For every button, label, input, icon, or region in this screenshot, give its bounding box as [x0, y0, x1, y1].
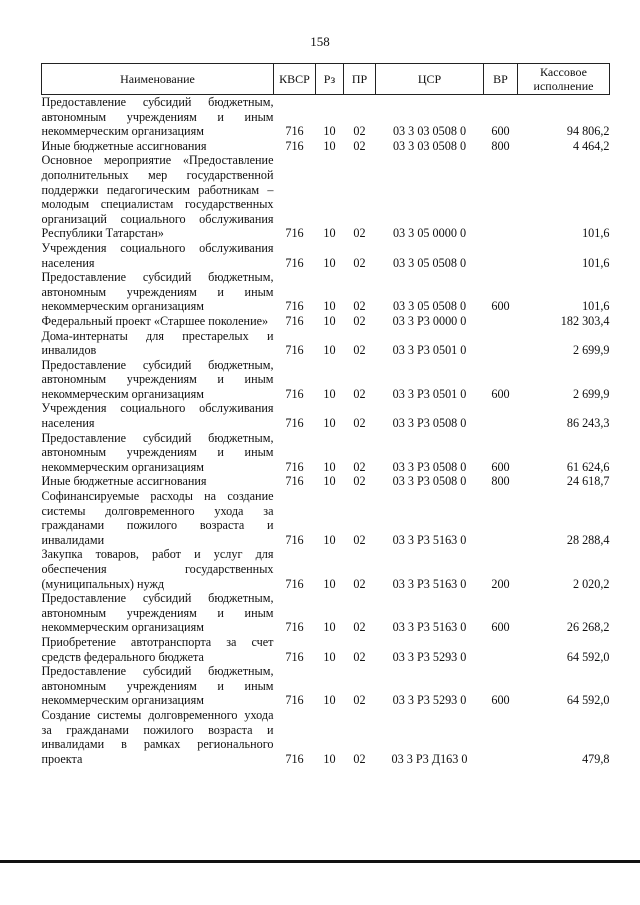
table-row [42, 664, 610, 708]
table-row [42, 241, 610, 270]
cell-pr: 02 [353, 226, 366, 241]
cell-vr [484, 489, 518, 547]
cell-vr [484, 241, 518, 270]
cell-rz: 10 [323, 386, 336, 401]
cell-pr: 02 [353, 313, 366, 328]
cell-execution: 64 592,0 [566, 649, 610, 664]
cell-name: Учреждения социального обслуживания населения [41, 401, 274, 431]
cell-vr [484, 153, 518, 241]
table-row [42, 95, 610, 139]
cell-execution: 61 624,6 [566, 459, 610, 474]
cell-pr: 02 [353, 138, 366, 153]
cell-name: Основное мероприятие «Предоставление дополнительных мер государственной поддержки педагогическим работникам – молодым специалистам государственных организаций социального обслуживания Республики Татарстан» [41, 153, 274, 241]
cell-execution: 182 303,4 [560, 313, 610, 328]
cell-csr: 03 3 Р3 0508 0 [392, 416, 467, 431]
cell-rz: 10 [323, 693, 336, 708]
cell-pr: 02 [353, 459, 366, 474]
cell-rz: 10 [323, 343, 336, 358]
cell-pr: 02 [353, 693, 366, 708]
cell-rz: 10 [323, 124, 336, 139]
cell-execution: 24 618,7 [566, 474, 610, 489]
cell-csr: 03 3 Р3 Д163 0 [391, 751, 468, 766]
cell-name: Иные бюджетные ассигнования [41, 474, 207, 489]
cell-pr: 02 [353, 620, 366, 635]
cell-rz: 10 [323, 299, 336, 314]
cell-vr: 600 [491, 693, 510, 708]
cell-kvsr: 716 [285, 124, 304, 139]
cell-rz: 10 [323, 576, 336, 591]
cell-vr: 600 [491, 299, 510, 314]
cell-rz: 10 [323, 751, 336, 766]
cell-csr: 03 3 Р3 0508 0 [392, 459, 467, 474]
cell-pr: 02 [353, 255, 366, 270]
cell-rz: 10 [323, 649, 336, 664]
cell-execution: 86 243,3 [566, 416, 610, 431]
cell-vr [484, 329, 518, 358]
cell-rz: 10 [323, 459, 336, 474]
cell-kvsr: 716 [285, 459, 304, 474]
cell-kvsr: 716 [285, 620, 304, 635]
cell-kvsr: 716 [285, 649, 304, 664]
cell-name: Софинансируемые расходы на создание системы долговременного ухода за гражданами пожилого возраста и инвалидами [41, 489, 274, 547]
cell-execution: 2 699,9 [572, 386, 610, 401]
table-row [42, 591, 610, 635]
cell-kvsr: 716 [285, 343, 304, 358]
cell-execution: 101,6 [582, 255, 610, 270]
cell-csr: 03 3 Р3 0000 0 [392, 313, 467, 328]
cell-csr: 03 3 Р3 5293 0 [392, 649, 467, 664]
cell-csr: 03 3 Р3 5163 0 [392, 532, 467, 547]
cell-execution: 28 288,4 [566, 532, 610, 547]
cell-kvsr: 716 [285, 751, 304, 766]
table-body [42, 95, 610, 767]
table-row [42, 708, 610, 766]
cell-name: Предоставление субсидий бюджетным, автономным учреждениям и иным некоммерческим организациям [41, 430, 274, 474]
cell-vr: 600 [491, 620, 510, 635]
cell-pr: 02 [353, 343, 366, 358]
cell-rz: 10 [323, 532, 336, 547]
table-row [42, 153, 610, 241]
cell-kvsr: 716 [285, 255, 304, 270]
table-row [42, 329, 610, 358]
cell-name: Предоставление субсидий бюджетным, автономным учреждениям и иным некоммерческим организациям [41, 95, 274, 139]
cell-name: Иные бюджетные ассигнования [41, 138, 207, 153]
cell-execution: 101,6 [582, 299, 610, 314]
cell-execution: 64 592,0 [566, 693, 610, 708]
cell-rz: 10 [323, 416, 336, 431]
cell-kvsr: 716 [285, 138, 304, 153]
cell-csr: 03 3 Р3 0501 0 [392, 343, 467, 358]
cell-name: Дома-интернаты для престарелых и инвалидов [41, 328, 274, 358]
cell-csr: 03 3 Р3 5163 0 [392, 576, 467, 591]
cell-pr: 02 [353, 474, 366, 489]
cell-name: Предоставление субсидий бюджетным, автономным учреждениям и иным некоммерческим организациям [41, 591, 274, 635]
cell-name: Приобретение автотранспорта за счет средств федерального бюджета [41, 634, 274, 664]
cell-vr: 600 [491, 459, 510, 474]
cell-vr: 200 [491, 576, 510, 591]
cell-vr: 800 [491, 138, 510, 153]
cell-csr: 03 3 05 0000 0 [392, 226, 467, 241]
cell-pr: 02 [353, 649, 366, 664]
header-kvsr: КВСР [274, 64, 316, 95]
bottom-rule [0, 860, 640, 863]
cell-name: Учреждения социального обслуживания населения [41, 240, 274, 270]
table-row [42, 489, 610, 547]
cell-vr: 600 [491, 124, 510, 139]
cell-name: Предоставление субсидий бюджетным, автономным учреждениям и иным некоммерческим организациям [41, 270, 274, 314]
cell-pr: 02 [353, 299, 366, 314]
cell-kvsr: 716 [285, 532, 304, 547]
cell-vr [484, 314, 518, 329]
cell-csr: 03 3 05 0508 0 [392, 255, 467, 270]
cell-pr: 02 [353, 532, 366, 547]
table-row [42, 635, 610, 664]
cell-execution: 2 020,2 [572, 576, 610, 591]
cell-vr: 600 [491, 386, 510, 401]
table-row [42, 270, 610, 314]
cell-vr [484, 401, 518, 430]
header-execution-label: Кассовое исполнение [533, 65, 594, 93]
cell-kvsr: 716 [285, 299, 304, 314]
cell-execution: 101,6 [582, 226, 610, 241]
header-name: Наименование [42, 64, 274, 95]
cell-rz: 10 [323, 255, 336, 270]
cell-csr: 03 3 Р3 0501 0 [392, 386, 467, 401]
cell-csr: 03 3 Р3 5163 0 [392, 620, 467, 635]
cell-name: Создание системы долговременного ухода за гражданами пожилого возраста и инвалидами в рамках регионального проекта [41, 707, 274, 766]
cell-csr: 03 3 Р3 5293 0 [392, 693, 467, 708]
table-row [42, 431, 610, 475]
header-execution [518, 64, 610, 95]
cell-name: Закупка товаров, работ и услуг для обеспечения государственных (муниципальных) нужд [41, 547, 274, 591]
cell-pr: 02 [353, 576, 366, 591]
table-header [42, 64, 610, 95]
cell-name: Федеральный проект «Старшее поколение» [41, 313, 269, 328]
page-number: 158 [310, 34, 330, 49]
cell-rz: 10 [323, 313, 336, 328]
cell-execution: 26 268,2 [566, 620, 610, 635]
cell-name: Предоставление субсидий бюджетным, автономным учреждениям и иным некоммерческим организациям [41, 357, 274, 401]
cell-kvsr: 716 [285, 474, 304, 489]
table-row [42, 547, 610, 591]
cell-pr: 02 [353, 386, 366, 401]
table-row [42, 358, 610, 402]
cell-vr: 800 [491, 474, 510, 489]
table-row [42, 139, 610, 154]
cell-rz: 10 [323, 138, 336, 153]
cell-execution: 4 464,2 [572, 138, 610, 153]
cell-pr: 02 [353, 751, 366, 766]
cell-pr: 02 [353, 416, 366, 431]
cell-kvsr: 716 [285, 576, 304, 591]
cell-kvsr: 716 [285, 386, 304, 401]
header-pr: ПР [344, 64, 376, 95]
cell-vr [484, 708, 518, 766]
cell-csr: 03 3 03 0508 0 [392, 138, 467, 153]
header-rz: Рз [316, 64, 344, 95]
cell-csr: 03 3 03 0508 0 [392, 124, 467, 139]
cell-execution: 94 806,2 [566, 124, 610, 139]
cell-rz: 10 [323, 620, 336, 635]
header-csr: ЦСР [376, 64, 484, 95]
cell-kvsr: 716 [285, 313, 304, 328]
table-row [42, 314, 610, 329]
budget-execution-table [41, 63, 610, 766]
cell-kvsr: 716 [285, 416, 304, 431]
cell-execution: 2 699,9 [572, 343, 610, 358]
cell-kvsr: 716 [285, 226, 304, 241]
cell-rz: 10 [323, 226, 336, 241]
cell-vr [484, 635, 518, 664]
table-row [42, 401, 610, 430]
cell-csr: 03 3 05 0508 0 [392, 299, 467, 314]
cell-kvsr: 716 [285, 693, 304, 708]
cell-csr: 03 3 Р3 0508 0 [392, 474, 467, 489]
header-vr: ВР [484, 64, 518, 95]
table-row [42, 474, 610, 489]
cell-execution: 479,8 [582, 751, 610, 766]
cell-name: Предоставление субсидий бюджетным, автономным учреждениям и иным некоммерческим организациям [41, 664, 274, 708]
cell-pr: 02 [353, 124, 366, 139]
cell-rz: 10 [323, 474, 336, 489]
